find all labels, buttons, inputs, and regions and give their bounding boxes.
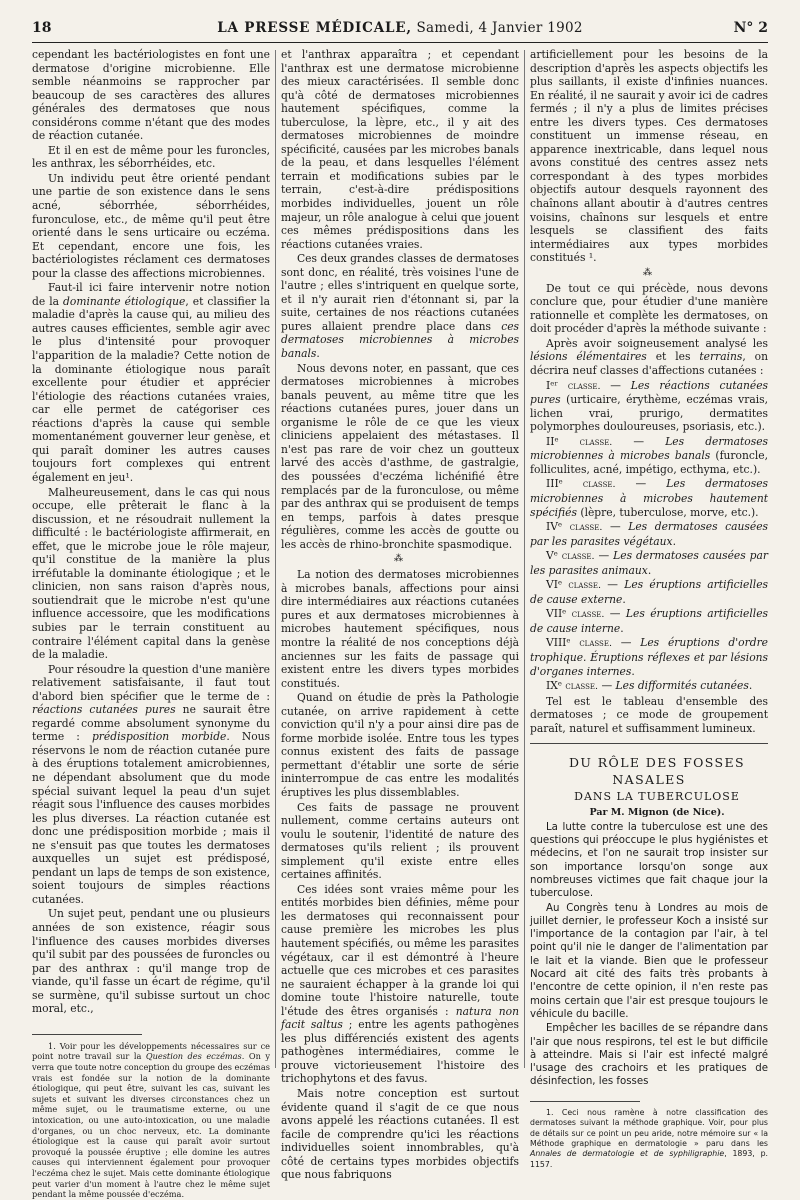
- class-title: Les dermatoses microbiennes à microbes banals: [530, 434, 768, 463]
- italic-term: ces dermatoses microbiennes à microbes banals: [281, 319, 519, 361]
- class-number: VIIIᵉ: [546, 636, 580, 650]
- class-title: Les difformités cutanées: [615, 679, 749, 693]
- paragraph: Un individu peut être orienté pendant une partie de son existence dans le sens acné, séborrhée, séborrhéides, furonculose, etc., de même qu'il peut être orienté dans le sens urticaire ou eczéma. Et cependant, encore une fois, les bactériologistes réclament ces dermatoses pour la classe des affections microbiennes.: [32, 171, 270, 280]
- text-run: Ces deux grandes classes de dermatoses sont donc, en réalité, très voisines l'une de l'autre ; elles s'intriquent en quelque sorte, et il n'y aurait rien d'étonnant si, par la suite, certaines de nos réactions cutanées pures allaient prendre place dans: [281, 252, 519, 333]
- class-label: classe.: [571, 609, 605, 621]
- class-detail: .: [620, 621, 624, 635]
- class-detail: .: [647, 563, 652, 577]
- footnote: [530, 1108, 768, 1170]
- issue-date: Samedi, 4 Janvier 1902: [416, 20, 583, 36]
- class-label: classe.: [579, 638, 612, 650]
- classification-list: [530, 379, 768, 694]
- class-detail: (furoncle, folliculites, acné, impétigo, ecthyma, etc.).: [530, 449, 768, 476]
- class-number: IVᵉ: [546, 520, 570, 534]
- class-label: classe.: [567, 380, 601, 392]
- class-number: IIᵉ: [546, 434, 580, 448]
- class-detail: .: [748, 679, 753, 693]
- classification-item: IIIᵉ classe. — Les dermatoses microbiennes à microbes hautement spécifiés (lèpre, tuberculose, morve, etc.).: [530, 477, 769, 519]
- paragraph: Et il en est de même pour les furoncles, les anthrax, les séborrhéides, etc.: [32, 143, 270, 171]
- classification-item: IXᵉ classe. — Les difformités cutanées.: [546, 679, 753, 693]
- italic-term: Annales de dermatologie et de syphiligraphie: [530, 1149, 725, 1159]
- paragraph: De tout ce qui précède, nous devons conclure que, pour étudier d'une manière rationnelle et complète les dermatoses, on doit procéder d'après la méthode suivante :: [530, 281, 768, 336]
- paragraph: Au Congrès tenu à Londres au mois de juillet dernier, le professeur Koch a insisté sur l'importance de la contagion par l'air, à tel point qu'il nie le danger de l'alimentation par le lait et la viande. Bien que le professeur Nocard ait cité des faits très probants à l'encontre de cette opinion, il n'en reste pas moins certain que l'air est presque toujours le véhicule du bacille.: [530, 902, 768, 1020]
- footnote-rule: [32, 1034, 142, 1035]
- class-title: Les dermatoses causées par les parasites végétaux: [530, 520, 769, 548]
- text-run: Ces idées sont vraies même pour les entités morbides bien définies, même pour les dermatoses qui reconnaissent pour cause première les microbes les plus hautement spécifiés, ou même les parasites végétaux, car il est démontré à l'heure actuelle que ces microbes et ces parasites ne sauraient échapper à la grande loi qui domine toute l'histoire naturelle, toute l'étude des êtres organisés :: [281, 882, 519, 1018]
- italic-term: lésions élémentaires: [530, 350, 647, 364]
- paragraph: cependant les bactériologistes en font une dermatose d'origine microbienne. Elle semble néanmoins se rapprocher par beaucoup de ses caractères des allures générales des dermatoses que nous considérons comme n'étant que des modes de réaction cutanée.: [32, 48, 270, 143]
- issue-number: N° 2: [733, 20, 768, 36]
- class-detail: .: [672, 534, 676, 548]
- column-rule: [524, 50, 525, 1068]
- class-title: Les dermatoses causées par les parasites animaux: [530, 549, 768, 577]
- class-label: classe.: [565, 681, 599, 693]
- class-label: classe.: [579, 436, 613, 448]
- text-run: 1. Ceci nous ramène à notre classification des dermatoses suivant la méthode graphique. Voir, pour plus de détails sur ce point un peu aride, notre mémoire sur « la Méthode graphique en dermatologie » paru dans les: [530, 1107, 768, 1148]
- italic-term: prédisposition morbide: [91, 730, 227, 744]
- class-number: VIᵉ: [546, 578, 569, 592]
- italic-term: dominante étiologique: [63, 294, 186, 308]
- text-run: Pour résoudre la question d'une manière relativement satisfaisante, il faut tout d'abord bien spécifier que le terme de :: [32, 662, 270, 703]
- column-2: [281, 48, 519, 1182]
- text-run: 1. Voir pour les développements nécessaires sur ce point notre travail sur la: [32, 1040, 270, 1062]
- text-run: . On y verra que toute notre conception du groupe des eczémas vrais est fondée sur la notion de la dominante étiologique, qui peut être, suivant les cas, suivant les sujets et suivant les diverses circonstances chez un même sujet, ou le traumatisme externe, ou une intoxication, ou une auto-intoxication, ou une maladie d'organes, ou un choc nerveux, etc. La dominante étiologique est la cause qui paraît avoir surtout provoqué la poussée éruptive ; elle domine les autres causes qui interviennent également pour provoquer l'eczéma chez le sujet. Mais cette dominante étiologique peut varier d'un moment à l'autre chez le même sujet pendant la même poussée d'eczéma.: [32, 1051, 270, 1200]
- class-title: Les dermatoses microbiennes à microbes hautement spécifiés: [530, 477, 769, 519]
- class-number: IIIᵉ: [546, 477, 583, 491]
- class-label: classe.: [569, 522, 603, 534]
- class-title: Les éruptions d'ordre trophique. Éruptions réflexes et par lésions d'organes internes: [530, 636, 768, 678]
- footnote: [32, 1041, 270, 1200]
- italic-term: réactions cutanées pures: [32, 703, 176, 717]
- paragraph: [281, 883, 519, 1086]
- paragraph: Nous devons noter, en passant, que ces dermatoses microbiennes à microbes banals peuvent, au même titre que les réactions cutanées pures, jouer dans un organisme le rôle de ce que les vieux cliniciens appelaient des métastases. Il n'est pas rare de voir chez un goutteux larvé des accès d'asthme, de gastralgie, des poussées d'eczéma lichénifié être remplacés par de la furonculose, ou même par des anthrax qui se produisent de temps en temps, parfois à dates presque régulières, comme les accès de goutte ou les accès de rhino-bronchite spasmodique.: [281, 361, 519, 551]
- text-run: .: [316, 347, 320, 361]
- text-run: . Nous réservons le nom de réaction cutanée pure à des éruptions totalement amicrobiennes, ne dépendant absolument que du mode spécial suivant lequel la peau d'un sujet réagit sous l'influence des causes morbides les plus diverses. La réaction cutanée est donc une prédisposition morbide ; mais il ne s'ensuit pas que toutes les dermatoses auxquelles un sujet est prédisposé, pendant un laps de temps de son existence, soient toujours de simples réactions cutanées.: [32, 730, 271, 906]
- paragraph: [530, 337, 768, 378]
- footnote-rule: [530, 1101, 640, 1102]
- paragraph: [32, 663, 270, 907]
- text-run: ; entre les agents pathogènes les plus différenciés existent des agents pathogènes intermédiaires, comme le prouve victorieusement l'histoire des trichophytons et des favus.: [281, 1018, 519, 1086]
- text-run: et les: [646, 350, 700, 364]
- page-header: [32, 16, 768, 43]
- paragraph: Malheureusement, dans le cas qui nous occupe, elle prêterait le flanc à la discussion, et ne résoudrait nullement la difficulté : le bactériologiste affirmerait, en effet, que le microbe joue le rôle majeur, qu'il constitue de la manière la plus irréfutable la dominante étiologique ; et le clinicien, non sans raison d'après nous, soutiendrait que le microbe n'est qu'une influence accessoire, que les modifications subies par le terrain constituent au contraire l'élément capital dans la genèse de la maladie.: [32, 485, 270, 662]
- classification-item: Vᵉ classe. — Les dermatoses causées par les parasites animaux.: [530, 549, 768, 577]
- class-title: Les éruptions artificielles de cause interne: [530, 607, 769, 635]
- class-number: Iᵉʳ: [546, 378, 568, 392]
- class-label: classe.: [582, 479, 616, 491]
- class-detail: (urticaire, érythème, eczémas vrais, lichen vrai, prurigo, dermatites polymorphes douloureuses, psoriasis, etc.).: [530, 393, 768, 434]
- paragraph: La notion des dermatoses microbiennes à microbes banals, affections pour ainsi dire intermédiaires aux réactions cutanées pures et aux dermatoses microbiennes à microbes hautement spécifiques, nous montre la réalité de nos conceptions déjà anciennes sur les faits de passage qui existent entre les divers types morbides constitués.: [281, 568, 519, 690]
- paragraph: et l'anthrax apparaîtra ; et cependant l'anthrax est une dermatose microbienne des mieux caractérisées. Il semble donc qu'à côté de dermatoses microbiennes hautement spécifiques, comme la tuberculose, la lèpre, etc., il y ait des dermatoses microbiennes de moindre spécificité, causées par les microbes banals de la peau, et dans lesquelles l'élément terrain et modifications subies par le terrain, c'est-à-dire prédispositions morbides individuelles, jouent un rôle majeur, un rôle analogue à celui que jouent ces mêmes prédispositions dans les réactions cutanées vraies.: [281, 48, 519, 251]
- article-subtitle: DANS LA TUBERCULOSE: [574, 790, 740, 804]
- class-title: Les éruptions artificielles de cause externe: [530, 578, 769, 606]
- paragraph: Quand on étudie de près la Pathologie cutanée, on arrive rapidement à cette conviction qu'il n'y a pour ainsi dire pas de forme morbide isolée. Entre tous les types connus existent des faits de passage permettant d'établir une sorte de série ininterrompue de cas entre les modalités éruptives les plus dissemblables.: [281, 691, 519, 799]
- class-number: IXᵉ: [546, 679, 566, 693]
- classification-item: VIIIᵉ classe. — Les éruptions d'ordre trophique. Éruptions réflexes et par lésions d'organes internes.: [530, 636, 768, 678]
- classification-item: IIᵉ classe. — Les dermatoses microbiennes à microbes banals (furoncle, folliculites, acné, impétigo, ecthyma, etc.).: [530, 434, 768, 476]
- text-run: , et classifier la maladie d'après la cause qui, au milieu des autres causes efficientes, semble agir avec le plus d'intensité pour provoquer l'apparition de la maladie? Cette notion de la dominante étiologique nous paraît excellente pour étudier et apprécier l'étiologie des réactions cutanées vraies, car elle permet de catégoriser ces réactions d'après la cause qui semble momentanément gouverner leur genèse, et qui paraît dominer les autres causes toujours fort complexes qui entrent également en jeu¹.: [32, 294, 270, 484]
- class-label: classe.: [568, 580, 602, 592]
- paragraph: artificiellement pour les besoins de la description d'après les aspects objectifs les plus saillants, il existe d'infinies nuances. En réalité, il ne saurait y avoir ici de cadres fermés ; il n'y a plus de limites précises entre les divers types. Ces dermatoses constituent un immense réseau, en apparence inextricable, dans lequel nous avons constitué des centres assez nets correspondant à des types morbides objectifs autour desquels rayonnent des chaînons allant aboutir à d'autres centres voisins, chaînons sur lesquels et entre lesquels se classifient des faits intermédiaires aux types morbides constitués ¹.: [530, 48, 768, 265]
- italic-term: terrains: [699, 350, 743, 364]
- article-author: Par M. Mignon (de Nice).: [589, 807, 725, 819]
- section-break-asterism: ⁂: [394, 554, 406, 565]
- classification-item: IVᵉ classe. — Les dermatoses causées par les parasites végétaux.: [530, 520, 769, 548]
- paragraph: Tel est le tableau d'ensemble des dermatoses ; ce mode de groupement paraît, naturel et suffisamment lumineux.: [530, 694, 768, 735]
- classification-item: VIIᵉ classe. — Les éruptions artificielles de cause interne.: [530, 607, 769, 635]
- italic-term: natura non facit saltus: [281, 1004, 519, 1032]
- journal-name: LA PRESSE MÉDICALE,: [217, 20, 412, 36]
- paragraph: Empêcher les bacilles de se répandre dans l'air que nous respirons, tel est le but difficile à atteindre. Mais si l'air est infecté malgré l'usage des crachoirs et les pratiques de désinfection, les fosses: [530, 1023, 768, 1088]
- page-number: 18: [32, 20, 52, 36]
- paragraph: [32, 281, 270, 484]
- paragraph: La lutte contre la tuberculose est une des questions qui préoccupe le plus hygiénistes et médecins, et l'on ne saurait trop insister sur son importance lorsqu'on songe aux nombreuses victimes que fait chaque jour la tuberculose.: [530, 821, 768, 900]
- class-number: Vᵉ: [546, 549, 562, 563]
- text-run: , on décrira neuf classes d'affections cutanées :: [530, 350, 768, 378]
- text-run: Faut-il ici faire intervenir notre notion de la: [32, 281, 270, 308]
- text-run: ne saurait être regardé comme absolument synonyme du terme :: [32, 703, 270, 744]
- class-detail: .: [622, 592, 626, 606]
- class-number: VIIᵉ: [546, 607, 572, 621]
- column-rule: [275, 50, 276, 1068]
- paragraph: Un sujet peut, pendant une ou plusieurs années de son existence, réagir sous l'influence des causes morbides diverses qu'il subit par des poussées de furoncles ou par des anthrax : qu'il mange trop de viande, qu'il fasse un écart de régime, qu'il se surmène, qu'il subisse surtout un choc moral, etc.,: [32, 907, 270, 1016]
- column-3: [530, 48, 769, 1169]
- paragraph: Mais notre conception est surtout évidente quand il s'agit de ce que nous avons appelé les réactions cutanées. Il est facile de comprendre qu'ici les réactions individuelles soient innombrables, qu'à côté de certains types morbides objectifs que nous fabriquons: [281, 1087, 519, 1182]
- italic-term: Question des eczémas: [145, 1051, 242, 1062]
- article-title: DU RÔLE DES FOSSES NASALES: [569, 755, 745, 788]
- class-detail: .: [631, 664, 635, 678]
- classification-item: VIᵉ classe. — Les éruptions artificielles de cause externe.: [530, 578, 769, 606]
- article-separator: [530, 743, 768, 744]
- text-run: , 1893, p. 1157.: [530, 1149, 768, 1169]
- column-1: [32, 48, 271, 1200]
- class-label: classe.: [561, 551, 595, 563]
- class-detail: (lèpre, tuberculose, morve, etc.).: [577, 505, 759, 519]
- classification-item: Iᵉʳ classe. — Les réactions cutanées pures (urticaire, érythème, eczémas vrais, lichen vrai, prurigo, dermatites polymorphes douloureuses, psoriasis, etc.).: [530, 378, 769, 434]
- section-break-asterism: ⁂: [643, 267, 655, 278]
- paragraph: [281, 252, 519, 360]
- paragraph: Ces faits de passage ne prouvent nullement, comme certains auteurs ont voulu le soutenir, l'identité de nature des dermatoses qu'ils relient ; ils prouvent simplement qu'il existe entre elles certaines affinités.: [281, 800, 519, 882]
- class-title: Les réactions cutanées pures: [530, 378, 769, 407]
- text-run: Après avoir soigneusement analysé les: [546, 336, 768, 350]
- running-title: [32, 20, 768, 36]
